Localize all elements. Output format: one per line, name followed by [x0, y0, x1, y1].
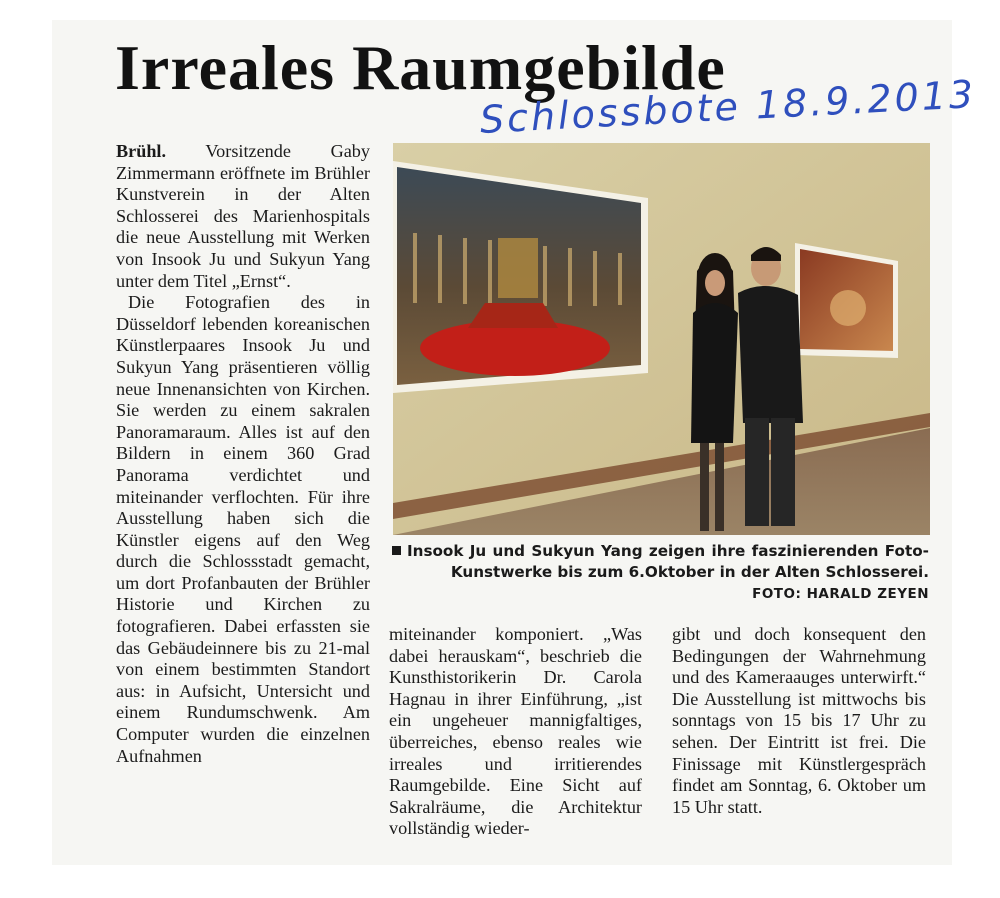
photo-caption [392, 541, 929, 605]
article-column-1 [116, 141, 370, 767]
article-column-3 [672, 624, 926, 818]
photo-credit: FOTO: HARALD ZEYEN [752, 586, 929, 602]
caption-line [392, 541, 929, 583]
caption-text: Insook Ju und Sukyun Yang zeigen ihre faszinierenden Foto-Kunstwerke bis zum 6.Oktober in der Alten Schlosserei. [407, 542, 929, 581]
paragraph-text: Vorsitzende Gaby Zimmermann eröffnete im Brühler Kunstverein in der Alten Schlosserei des Marienhospitals die neue Ausstellung mit Werken von Insook Ju und Sukyun Yang unter dem Titel „Ernst“. [116, 141, 370, 291]
article-paragraph-4: gibt und doch konsequent den Bedingungen der Wahrnehmung und des Kameraauges unterwirft.“ Die Ausstellung ist mittwochs bis sonntags von 15 bis 17 Uhr zu sehen. Der Eintritt ist frei. Die Finissage mit Künstlergespräch findet am Sonntag, 6. Oktober um 15 Uhr statt. [672, 624, 926, 817]
bullet-icon [392, 546, 401, 555]
article-paragraph-3: miteinander komponiert. „Was dabei herauskam“, beschrieb die Kunsthistorikerin Dr. Carola Hagnau in ihrer Einführung, „ist ein ungeheuer mannigfaltiges, überreiches, ebenso reales wie irreales und irritierendes Raumgebilde. Eine Sicht auf Sakralräume, die Architektur vollständig wieder- [389, 624, 642, 839]
article-paragraph-1 [116, 141, 370, 292]
handwritten-source-note: Schlossbote 18.9.2013 [478, 72, 978, 142]
photo-illustration [393, 143, 930, 535]
exhibition-photo [393, 143, 930, 535]
article-paragraph-2: Die Fotografien des in Düsseldorf lebenden koreanischen Künstlerpaares Insook Ju und Sukyun Yang präsentieren völlig neue Innenansichten von Kirchen. Sie werden zu einem sakralen Panoramaraum. Alles ist auf den Bildern in einem 360 Grad Panorama verdichtet und miteinander verflochten. Für ihre Ausstellung haben sich die Künstler eigens auf den Weg durch die Schlossstadt gemacht, um dort Profanbauten der Brühler Historie und Kirchen zu fotografieren. Dabei erfassten sie das Gebäudeinnere bis zu 21-mal von einem bestimmten Standort aus: in Aufsicht, Untersicht und einem Rundumschwenk. Am Computer wurden die einzelnen Aufnahmen [116, 292, 370, 766]
dateline: Brühl. [116, 141, 167, 161]
headline: Irreales Raumgebilde [115, 32, 726, 103]
article-column-2 [389, 624, 642, 840]
